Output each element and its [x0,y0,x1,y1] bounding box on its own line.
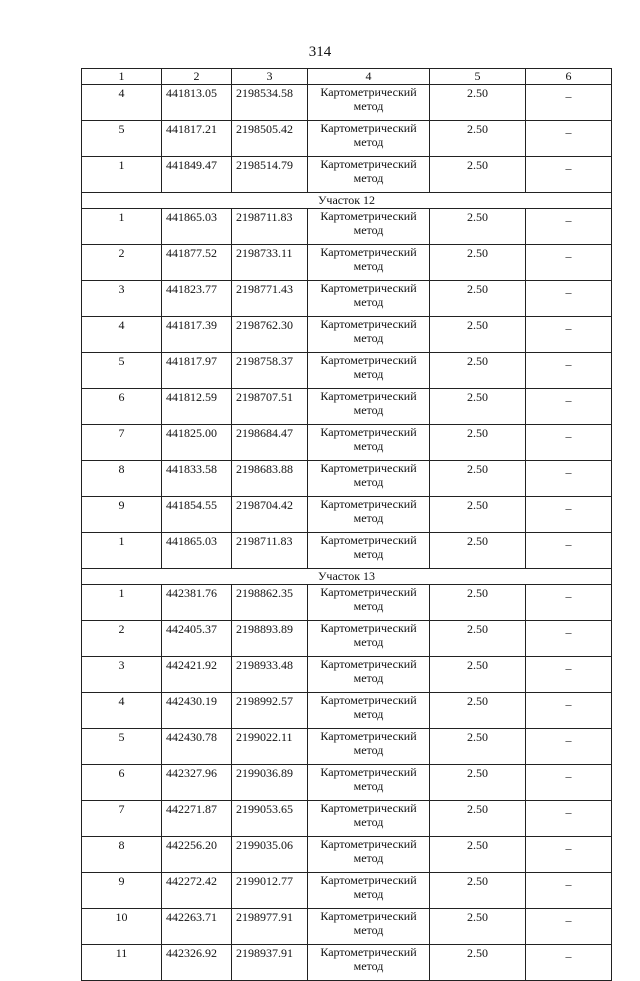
table-row [82,765,612,801]
point-number-cell: 3 [82,657,162,693]
point-number-cell: 9 [82,873,162,909]
x-coordinate-cell: 441833.58 [162,461,232,497]
table-row [82,209,612,245]
x-coordinate-cell: 441849.47 [162,157,232,193]
accuracy-cell: 2.50 [430,461,526,497]
y-coordinate-cell: 2199036.89 [232,765,308,801]
accuracy-cell: 2.50 [430,585,526,621]
method-cell: Картометрический метод [308,693,430,729]
column-header-4: 4 [308,69,430,85]
x-coordinate-cell: 442256.20 [162,837,232,873]
y-coordinate-cell: 2198733.11 [232,245,308,281]
table-row [82,245,612,281]
table-row [82,497,612,533]
point-number-cell: 8 [82,837,162,873]
point-number-cell: 1 [82,585,162,621]
x-coordinate-cell: 441823.77 [162,281,232,317]
table-row [82,693,612,729]
point-number-cell: 6 [82,389,162,425]
section-heading-row [82,569,612,585]
table-row [82,873,612,909]
table-row [82,353,612,389]
note-cell: – [526,245,612,281]
column-number-header-row [82,69,612,85]
y-coordinate-cell: 2198762.30 [232,317,308,353]
x-coordinate-cell: 441813.05 [162,85,232,121]
y-coordinate-cell: 2199053.65 [232,801,308,837]
accuracy-cell: 2.50 [430,245,526,281]
table-row [82,729,612,765]
note-cell: – [526,281,612,317]
point-number-cell: 7 [82,801,162,837]
point-number-cell: 4 [82,693,162,729]
y-coordinate-cell: 2198514.79 [232,157,308,193]
note-cell: – [526,765,612,801]
note-cell: – [526,657,612,693]
column-header-3: 3 [232,69,308,85]
accuracy-cell: 2.50 [430,389,526,425]
note-cell: – [526,533,612,569]
section-title: Участок 13 [82,569,612,585]
y-coordinate-cell: 2198711.83 [232,209,308,245]
x-coordinate-cell: 441812.59 [162,389,232,425]
point-number-cell: 9 [82,497,162,533]
table-row [82,837,612,873]
x-coordinate-cell: 441877.52 [162,245,232,281]
note-cell: – [526,121,612,157]
method-cell: Картометрический метод [308,801,430,837]
y-coordinate-cell: 2199012.77 [232,873,308,909]
table-row [82,801,612,837]
accuracy-cell: 2.50 [430,729,526,765]
x-coordinate-cell: 442430.19 [162,693,232,729]
table-row [82,657,612,693]
x-coordinate-cell: 442327.96 [162,765,232,801]
y-coordinate-cell: 2198711.83 [232,533,308,569]
table-row [82,121,612,157]
note-cell: – [526,317,612,353]
method-cell: Картометрический метод [308,657,430,693]
coordinates-table [81,68,612,981]
point-number-cell: 4 [82,317,162,353]
y-coordinate-cell: 2198505.42 [232,121,308,157]
method-cell: Картометрический метод [308,121,430,157]
x-coordinate-cell: 442263.71 [162,909,232,945]
table-row [82,585,612,621]
accuracy-cell: 2.50 [430,497,526,533]
table-row [82,461,612,497]
accuracy-cell: 2.50 [430,157,526,193]
method-cell: Картометрический метод [308,353,430,389]
point-number-cell: 10 [82,909,162,945]
accuracy-cell: 2.50 [430,209,526,245]
note-cell: – [526,873,612,909]
method-cell: Картометрический метод [308,209,430,245]
method-cell: Картометрический метод [308,765,430,801]
point-number-cell: 1 [82,157,162,193]
accuracy-cell: 2.50 [430,801,526,837]
accuracy-cell: 2.50 [430,909,526,945]
note-cell: – [526,389,612,425]
section-heading-row [82,193,612,209]
column-header-5: 5 [430,69,526,85]
point-number-cell: 2 [82,245,162,281]
x-coordinate-cell: 442381.76 [162,585,232,621]
accuracy-cell: 2.50 [430,873,526,909]
note-cell: – [526,909,612,945]
note-cell: – [526,497,612,533]
x-coordinate-cell: 442272.42 [162,873,232,909]
note-cell: – [526,801,612,837]
accuracy-cell: 2.50 [430,533,526,569]
y-coordinate-cell: 2198977.91 [232,909,308,945]
method-cell: Картометрический метод [308,85,430,121]
y-coordinate-cell: 2198534.58 [232,85,308,121]
table-row [82,317,612,353]
table-row [82,389,612,425]
y-coordinate-cell: 2198771.43 [232,281,308,317]
y-coordinate-cell: 2198758.37 [232,353,308,389]
point-number-cell: 5 [82,353,162,389]
accuracy-cell: 2.50 [430,693,526,729]
accuracy-cell: 2.50 [430,837,526,873]
point-number-cell: 3 [82,281,162,317]
y-coordinate-cell: 2199035.06 [232,837,308,873]
x-coordinate-cell: 441865.03 [162,533,232,569]
accuracy-cell: 2.50 [430,317,526,353]
note-cell: – [526,353,612,389]
point-number-cell: 7 [82,425,162,461]
point-number-cell: 1 [82,533,162,569]
method-cell: Картометрический метод [308,157,430,193]
accuracy-cell: 2.50 [430,85,526,121]
accuracy-cell: 2.50 [430,945,526,981]
x-coordinate-cell: 441854.55 [162,497,232,533]
accuracy-cell: 2.50 [430,657,526,693]
x-coordinate-cell: 441817.39 [162,317,232,353]
point-number-cell: 11 [82,945,162,981]
y-coordinate-cell: 2198683.88 [232,461,308,497]
point-number-cell: 5 [82,121,162,157]
table-row [82,909,612,945]
method-cell: Картометрический метод [308,585,430,621]
point-number-cell: 2 [82,621,162,657]
method-cell: Картометрический метод [308,389,430,425]
method-cell: Картометрический метод [308,837,430,873]
note-cell: – [526,837,612,873]
method-cell: Картометрический метод [308,533,430,569]
note-cell: – [526,693,612,729]
method-cell: Картометрический метод [308,729,430,765]
method-cell: Картометрический метод [308,425,430,461]
note-cell: – [526,461,612,497]
x-coordinate-cell: 441825.00 [162,425,232,461]
table-row [82,281,612,317]
point-number-cell: 4 [82,85,162,121]
y-coordinate-cell: 2198992.57 [232,693,308,729]
table-row [82,85,612,121]
point-number-cell: 6 [82,765,162,801]
method-cell: Картометрический метод [308,945,430,981]
note-cell: – [526,945,612,981]
table-row [82,621,612,657]
y-coordinate-cell: 2198684.47 [232,425,308,461]
y-coordinate-cell: 2198862.35 [232,585,308,621]
note-cell: – [526,585,612,621]
method-cell: Картометрический метод [308,621,430,657]
method-cell: Картометрический метод [308,317,430,353]
y-coordinate-cell: 2198893.89 [232,621,308,657]
accuracy-cell: 2.50 [430,765,526,801]
y-coordinate-cell: 2199022.11 [232,729,308,765]
table-row [82,157,612,193]
x-coordinate-cell: 442421.92 [162,657,232,693]
x-coordinate-cell: 441865.03 [162,209,232,245]
y-coordinate-cell: 2198707.51 [232,389,308,425]
table-row [82,533,612,569]
note-cell: – [526,425,612,461]
y-coordinate-cell: 2198937.91 [232,945,308,981]
accuracy-cell: 2.50 [430,281,526,317]
column-header-6: 6 [526,69,612,85]
note-cell: – [526,621,612,657]
method-cell: Картометрический метод [308,909,430,945]
section-title: Участок 12 [82,193,612,209]
x-coordinate-cell: 441817.21 [162,121,232,157]
x-coordinate-cell: 442326.92 [162,945,232,981]
accuracy-cell: 2.50 [430,121,526,157]
method-cell: Картометрический метод [308,873,430,909]
table-row [82,945,612,981]
coordinates-table-body [82,69,612,981]
method-cell: Картометрический метод [308,461,430,497]
point-number-cell: 5 [82,729,162,765]
accuracy-cell: 2.50 [430,425,526,461]
x-coordinate-cell: 442271.87 [162,801,232,837]
method-cell: Картометрический метод [308,245,430,281]
note-cell: – [526,729,612,765]
page-number: 314 [308,44,332,60]
method-cell: Картометрический метод [308,497,430,533]
y-coordinate-cell: 2198704.42 [232,497,308,533]
note-cell: – [526,85,612,121]
y-coordinate-cell: 2198933.48 [232,657,308,693]
x-coordinate-cell: 441817.97 [162,353,232,389]
accuracy-cell: 2.50 [430,621,526,657]
table-row [82,425,612,461]
x-coordinate-cell: 442430.78 [162,729,232,765]
column-header-1: 1 [82,69,162,85]
column-header-2: 2 [162,69,232,85]
point-number-cell: 8 [82,461,162,497]
note-cell: – [526,209,612,245]
method-cell: Картометрический метод [308,281,430,317]
note-cell: – [526,157,612,193]
point-number-cell: 1 [82,209,162,245]
x-coordinate-cell: 442405.37 [162,621,232,657]
accuracy-cell: 2.50 [430,353,526,389]
